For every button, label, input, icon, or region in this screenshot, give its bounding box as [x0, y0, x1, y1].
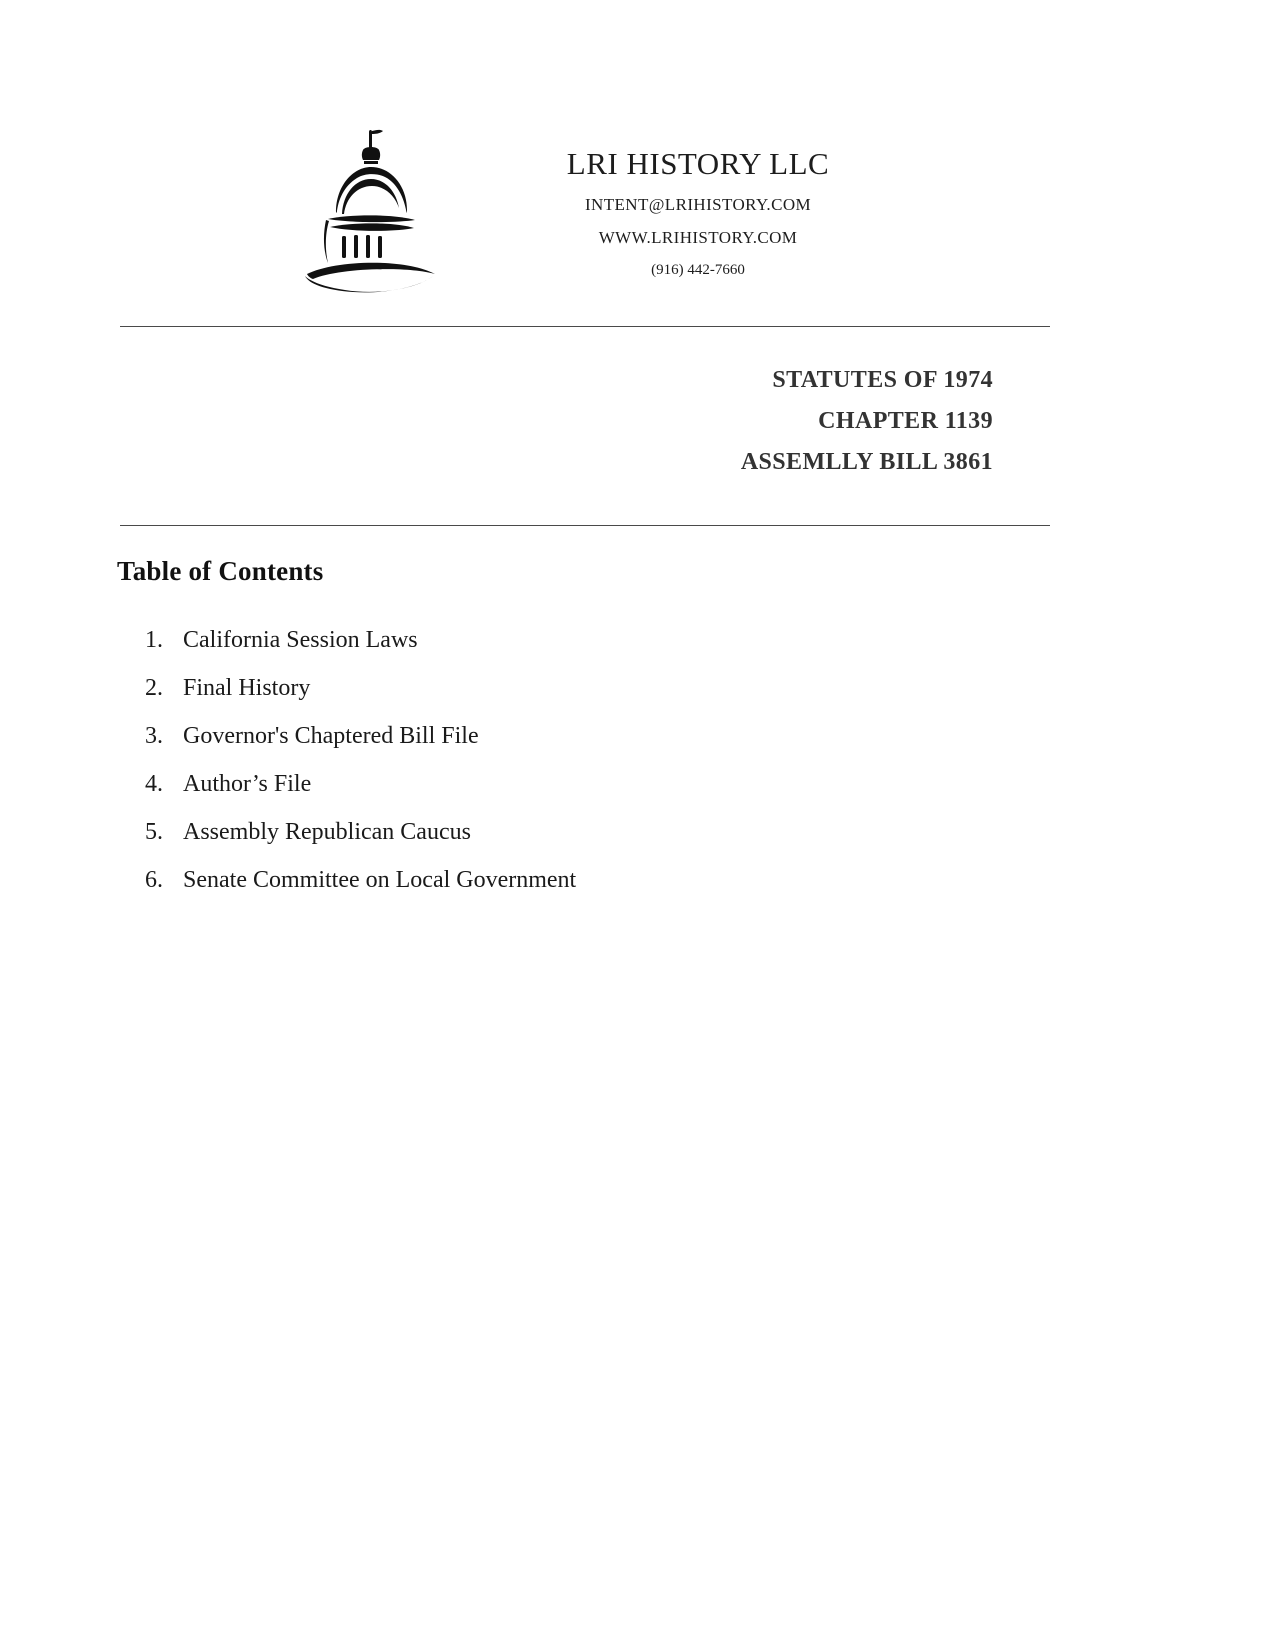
letterhead — [0, 118, 1276, 304]
list-item — [117, 664, 1017, 712]
list-item-label: Final History — [183, 675, 311, 701]
list-item-number: 6. — [145, 867, 163, 893]
capitol-dome-icon — [295, 124, 475, 304]
list-item-label: Senate Committee on Local Government — [183, 867, 577, 893]
statutes-year: STATUTES OF 1974 — [772, 367, 993, 393]
list-item-number: 1. — [145, 627, 163, 653]
list-item-label: Governor's Chaptered Bill File — [183, 723, 479, 749]
list-item-label: California Session Laws — [183, 627, 418, 653]
org-name: LRI HISTORY LLC — [566, 146, 830, 181]
header-divider-top — [120, 326, 1050, 327]
list-item-number: 5. — [145, 819, 163, 845]
org-info — [463, 118, 933, 279]
list-item-label: Assembly Republican Caucus — [183, 819, 471, 845]
list-item-label: Author’s File — [183, 771, 312, 797]
list-item — [117, 808, 1017, 856]
table-of-contents-list — [117, 616, 1017, 904]
list-item-number: 3. — [145, 723, 163, 749]
list-item-number: 4. — [145, 771, 163, 797]
chapter-number: CHAPTER 1139 — [818, 408, 993, 434]
bill-number: ASSEMLLY BILL 3861 — [740, 449, 993, 475]
org-email: INTENT@LRIHISTORY.COM — [584, 195, 812, 214]
org-phone: (916) 442-7660 — [651, 262, 745, 278]
document-title-block — [120, 360, 993, 483]
page-title: Table of Contents — [117, 556, 324, 586]
list-item-number: 2. — [145, 675, 163, 701]
org-website: WWW.LRIHISTORY.COM — [598, 228, 798, 247]
list-item — [117, 712, 1017, 760]
header-divider-bottom — [120, 525, 1050, 526]
list-item — [117, 760, 1017, 808]
list-item — [117, 616, 1017, 664]
list-item — [117, 856, 1017, 904]
